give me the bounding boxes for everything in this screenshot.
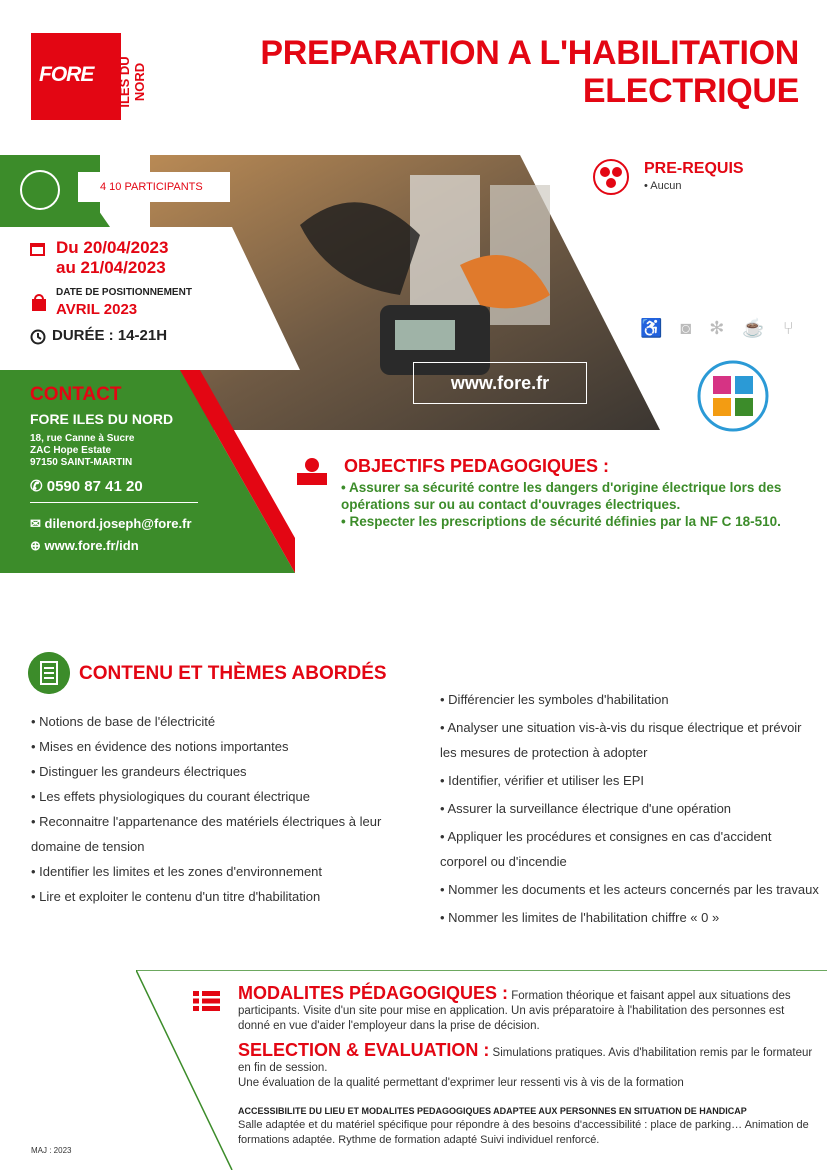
ac-icon: ✻ (709, 318, 725, 338)
logo-side-label: ILES DU NORD (117, 56, 147, 108)
selection-text: Simulations pratiques. Avis d'habilitation remis par le formateur en fin de session. (238, 1047, 813, 1074)
list-item: • Différencier les symboles d'habilitation (440, 687, 820, 712)
prerequisites-title: PRE-REQUIS (644, 160, 744, 177)
participants-count: 4 10 PARTICIPANTS (78, 172, 230, 202)
content-list-left (31, 709, 431, 909)
list-item: • Analyser une situation vis-à-vis du risque électrique et prévoir les mesures de protection à adopter (440, 715, 820, 765)
fore-logo (31, 33, 121, 120)
wifi-icon: ◙ (680, 318, 692, 338)
worker-icon (20, 170, 60, 210)
teacher-icon (297, 457, 327, 485)
list-item: • Distinguer les grandeurs électriques (31, 759, 431, 784)
contact-phone[interactable]: ✆ 0590 87 41 20 (30, 478, 143, 495)
list-item: • Reconnaitre l'appartenance des matériels électriques à leur domaine de tension (31, 809, 431, 859)
clock-icon (30, 329, 46, 345)
prerequisites-icon (592, 158, 630, 196)
contact-title: CONTACT (30, 384, 122, 405)
coffee-icon: ☕ (742, 318, 765, 338)
modalities-section (238, 983, 818, 1034)
website-link[interactable]: www.fore.fr (413, 362, 587, 404)
list-item: • Nommer les documents et les acteurs concernés par les travaux (440, 877, 820, 902)
prerequisites-value: • Aucun (644, 180, 682, 192)
contact-address: 18, rue Canne à Sucre ZAC Hope Estate 97150 SAINT-MARTIN (30, 433, 135, 468)
list-item: • Appliquer les procédures et consignes en cas d'accident corporel ou d'incendie (440, 824, 820, 874)
list-item: • Nommer les limites de l'habilitation chiffre « 0 » (440, 905, 820, 930)
modalities-text: Formation théorique et faisant appel aux situations des participants. Visite d'un site pour mise en application. Un avis préparatoire à l'habilitation des personnes est donné en vue d'aider l'employeur dans la prise de décision. (238, 990, 791, 1032)
list-item: • Identifier, vérifier et utiliser les EPI (440, 768, 820, 793)
accessibility-icons (640, 318, 794, 339)
contact-org: FORE ILES DU NORD (30, 411, 174, 427)
positioning-icon (30, 294, 48, 312)
document-icon (28, 652, 70, 694)
wheelchair-icon: ♿ (640, 318, 663, 338)
objective-item: • Respecter les prescriptions de sécurité définies par la NF C 18-510. (341, 514, 781, 529)
objective-item: • Assurer sa sécurité contre les dangers d'origine électrique lors des opérations sur ou au contact d'ouvrages électriques. (341, 480, 782, 512)
selection-section (238, 1040, 823, 1091)
objectives-list (341, 479, 811, 530)
list-item: • Identifier les limites et les zones d'environnement (31, 859, 431, 884)
page-title: PREPARATION A L'HABILITATION ELECTRIQUE (260, 34, 799, 110)
positioning-label: DATE DE POSITIONNEMENT (56, 287, 192, 298)
list-item: • Notions de base de l'électricité (31, 709, 431, 734)
duration: DURÉE : 14-21H (52, 327, 168, 344)
handicap-badge-icon (697, 360, 769, 432)
selection-title: SELECTION & EVALUATION : (238, 1040, 490, 1060)
list-item: • Lire et exploiter le contenu d'un titre d'habilitation (31, 884, 431, 909)
handicap-text: Salle adaptée et du matériel spécifique pour répondre à des besoins d'accessibilité : place de parking… Animation de formations adaptée. Rythme de formation adapté Suivi individuel renforcé. (238, 1119, 809, 1146)
contact-web[interactable]: ⊕ www.fore.fr/idn (30, 538, 139, 553)
calendar-icon (30, 241, 45, 256)
objectives-title: OBJECTIFS PEDAGOGIQUES : (344, 456, 610, 476)
mail-icon: ✉ (30, 516, 45, 531)
list-item: • Mises en évidence des notions importantes (31, 734, 431, 759)
modalities-title: MODALITES PÉDAGOGIQUES : (238, 983, 509, 1003)
list-item: • Les effets physiologiques du courant électrique (31, 784, 431, 809)
contact-email[interactable]: ✉ dilenord.joseph@fore.fr (30, 516, 192, 531)
content-list-right (440, 687, 820, 933)
selection-text-2: Une évaluation de la qualité permettant d'exprimer leur ressenti vis à vis de la formation (238, 1077, 684, 1089)
handicap-title: ACCESSIBILITE DU LIEU ET MODALITES PEDAGOGIQUES ADAPTEE AUX PERSONNES EN SITUATION DE HANDICAP (238, 1106, 747, 1116)
content-title: CONTENU ET THÈMES ABORDÉS (79, 663, 387, 684)
list-item: • Assurer la surveillance électrique d'une opération (440, 796, 820, 821)
list-icon (193, 991, 220, 1011)
globe-icon: ⊕ (30, 538, 45, 553)
phone-icon: ✆ (30, 478, 47, 495)
session-dates: Du 20/04/2023 au 21/04/2023 (56, 238, 169, 277)
logo-text: FORE (39, 63, 94, 86)
restaurant-icon: ⑂ (782, 318, 794, 338)
update-date: MAJ : 2023 (31, 1146, 72, 1155)
contact-divider (30, 502, 198, 503)
positioning-value: AVRIL 2023 (56, 301, 138, 318)
